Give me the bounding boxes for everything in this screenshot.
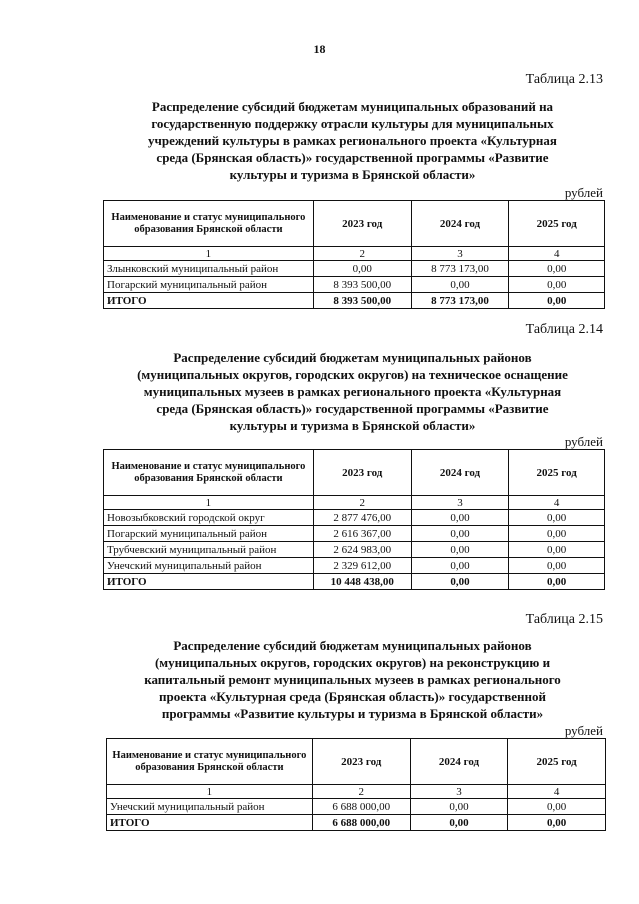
total-2025: 0,00 — [508, 815, 606, 831]
header-name: Наименование и статус муниципального образования Брянской области — [107, 739, 313, 785]
title-line: Распределение субсидий бюджетам муниципальных образований на — [151, 99, 554, 114]
title-line: Распределение субсидий бюджетам муниципальных районов — [173, 638, 532, 653]
value-2023: 0,00 — [313, 261, 411, 277]
header-2024: 2024 год — [410, 739, 508, 785]
total-label: ИТОГО — [104, 293, 314, 309]
total-2024: 8 773 173,00 — [411, 293, 509, 309]
municipality-name: Новозыбковский городской округ — [104, 510, 314, 526]
municipality-name: Унечский муниципальный район — [104, 558, 314, 574]
title-line: (муниципальных округов, городских округов) на реконструкцию и — [154, 655, 551, 670]
index-cell: 4 — [509, 496, 605, 510]
value-2024: 8 773 173,00 — [411, 261, 509, 277]
page-number: 18 — [313, 42, 326, 56]
title-line: среда (Брянская область)» государственной программы «Развитие — [156, 401, 549, 416]
total-2023: 10 448 438,00 — [313, 574, 411, 590]
value-2023: 2 616 367,00 — [313, 526, 411, 542]
unit-label: рублей — [564, 434, 603, 449]
header-name: Наименование и статус муниципального образования Брянской области — [104, 450, 314, 496]
index-cell: 3 — [411, 496, 509, 510]
header-2025: 2025 год — [509, 450, 605, 496]
table-title — [100, 98, 605, 183]
total-2025: 0,00 — [509, 574, 605, 590]
header-2025: 2025 год — [509, 201, 605, 247]
municipality-name: Унечский муниципальный район — [107, 799, 313, 815]
index-cell: 2 — [313, 247, 411, 261]
index-row — [104, 247, 605, 261]
index-row — [104, 496, 605, 510]
unit-label: рублей — [564, 723, 603, 738]
value-2025: 0,00 — [509, 542, 605, 558]
value-2025: 0,00 — [509, 277, 605, 293]
header-name: Наименование и статус муниципального образования Брянской области — [104, 201, 314, 247]
municipality-name: Погарский муниципальный район — [104, 277, 314, 293]
value-2024: 0,00 — [411, 526, 509, 542]
index-cell: 1 — [107, 785, 313, 799]
table-label: Таблица 2.13 — [525, 72, 603, 87]
municipality-name: Злынковский муниципальный район — [104, 261, 314, 277]
header-row — [107, 739, 606, 785]
index-cell: 4 — [508, 785, 606, 799]
value-2024: 0,00 — [410, 799, 508, 815]
value-2025: 0,00 — [509, 526, 605, 542]
header-2024: 2024 год — [411, 201, 509, 247]
index-cell: 1 — [104, 496, 314, 510]
table-row — [104, 261, 605, 277]
header-2024: 2024 год — [411, 450, 509, 496]
title-line: среда (Брянская область)» государственной программы «Развитие — [156, 150, 549, 165]
value-2025: 0,00 — [509, 510, 605, 526]
total-row — [104, 293, 605, 309]
total-2025: 0,00 — [509, 293, 605, 309]
index-cell: 2 — [312, 785, 410, 799]
index-cell: 1 — [104, 247, 314, 261]
value-2023: 8 393 500,00 — [313, 277, 411, 293]
title-line: программы «Развитие культуры и туризма в Брянской области» — [161, 706, 544, 721]
title-line: проекта «Культурная среда (Брянская область)» государственной — [158, 689, 547, 704]
title-line: культуры и туризма в Брянской области» — [229, 167, 476, 182]
title-line: государственную поддержку отрасли культуры для муниципальных — [151, 116, 554, 131]
total-label: ИТОГО — [104, 574, 314, 590]
header-2023: 2023 год — [312, 739, 410, 785]
table-row — [104, 558, 605, 574]
index-cell: 4 — [509, 247, 605, 261]
value-2023: 6 688 000,00 — [312, 799, 410, 815]
table-label: Таблица 2.15 — [525, 612, 603, 627]
table-title — [100, 349, 605, 434]
title-line: капитальный ремонт муниципальных музеев в рамках регионального — [144, 672, 561, 687]
total-2024: 0,00 — [410, 815, 508, 831]
title-line: учреждений культуры в рамках регионального проекта «Культурная — [148, 133, 557, 148]
table-row — [104, 542, 605, 558]
subsidy-table — [103, 449, 605, 590]
table-row — [104, 277, 605, 293]
value-2024: 0,00 — [411, 277, 509, 293]
title-line: (муниципальных округов, городских округов) на техническое оснащение — [137, 367, 568, 382]
subsidy-table — [106, 738, 606, 831]
value-2024: 0,00 — [411, 510, 509, 526]
title-line: муниципальных музеев в рамках регионального проекта «Культурная — [143, 384, 562, 399]
table-title — [100, 637, 605, 722]
total-2024: 0,00 — [411, 574, 509, 590]
table-row — [104, 510, 605, 526]
header-row — [104, 450, 605, 496]
header-2025: 2025 год — [508, 739, 606, 785]
index-cell: 3 — [410, 785, 508, 799]
total-row — [107, 815, 606, 831]
total-2023: 8 393 500,00 — [313, 293, 411, 309]
title-line: Распределение субсидий бюджетам муниципальных районов — [173, 350, 532, 365]
table-label: Таблица 2.14 — [525, 322, 603, 337]
value-2025: 0,00 — [509, 558, 605, 574]
total-label: ИТОГО — [107, 815, 313, 831]
municipality-name: Погарский муниципальный район — [104, 526, 314, 542]
value-2023: 2 624 983,00 — [313, 542, 411, 558]
header-2023: 2023 год — [313, 450, 411, 496]
value-2024: 0,00 — [411, 558, 509, 574]
value-2024: 0,00 — [411, 542, 509, 558]
header-2023: 2023 год — [313, 201, 411, 247]
unit-label: рублей — [564, 185, 603, 200]
table-row — [107, 799, 606, 815]
table-row — [104, 526, 605, 542]
value-2023: 2 877 476,00 — [313, 510, 411, 526]
index-row — [107, 785, 606, 799]
header-row — [104, 201, 605, 247]
value-2025: 0,00 — [508, 799, 606, 815]
title-line: культуры и туризма в Брянской области» — [229, 418, 476, 433]
subsidy-table — [103, 200, 605, 309]
value-2025: 0,00 — [509, 261, 605, 277]
value-2023: 2 329 612,00 — [313, 558, 411, 574]
index-cell: 3 — [411, 247, 509, 261]
total-row — [104, 574, 605, 590]
index-cell: 2 — [313, 496, 411, 510]
total-2023: 6 688 000,00 — [312, 815, 410, 831]
municipality-name: Трубчевский муниципальный район — [104, 542, 314, 558]
